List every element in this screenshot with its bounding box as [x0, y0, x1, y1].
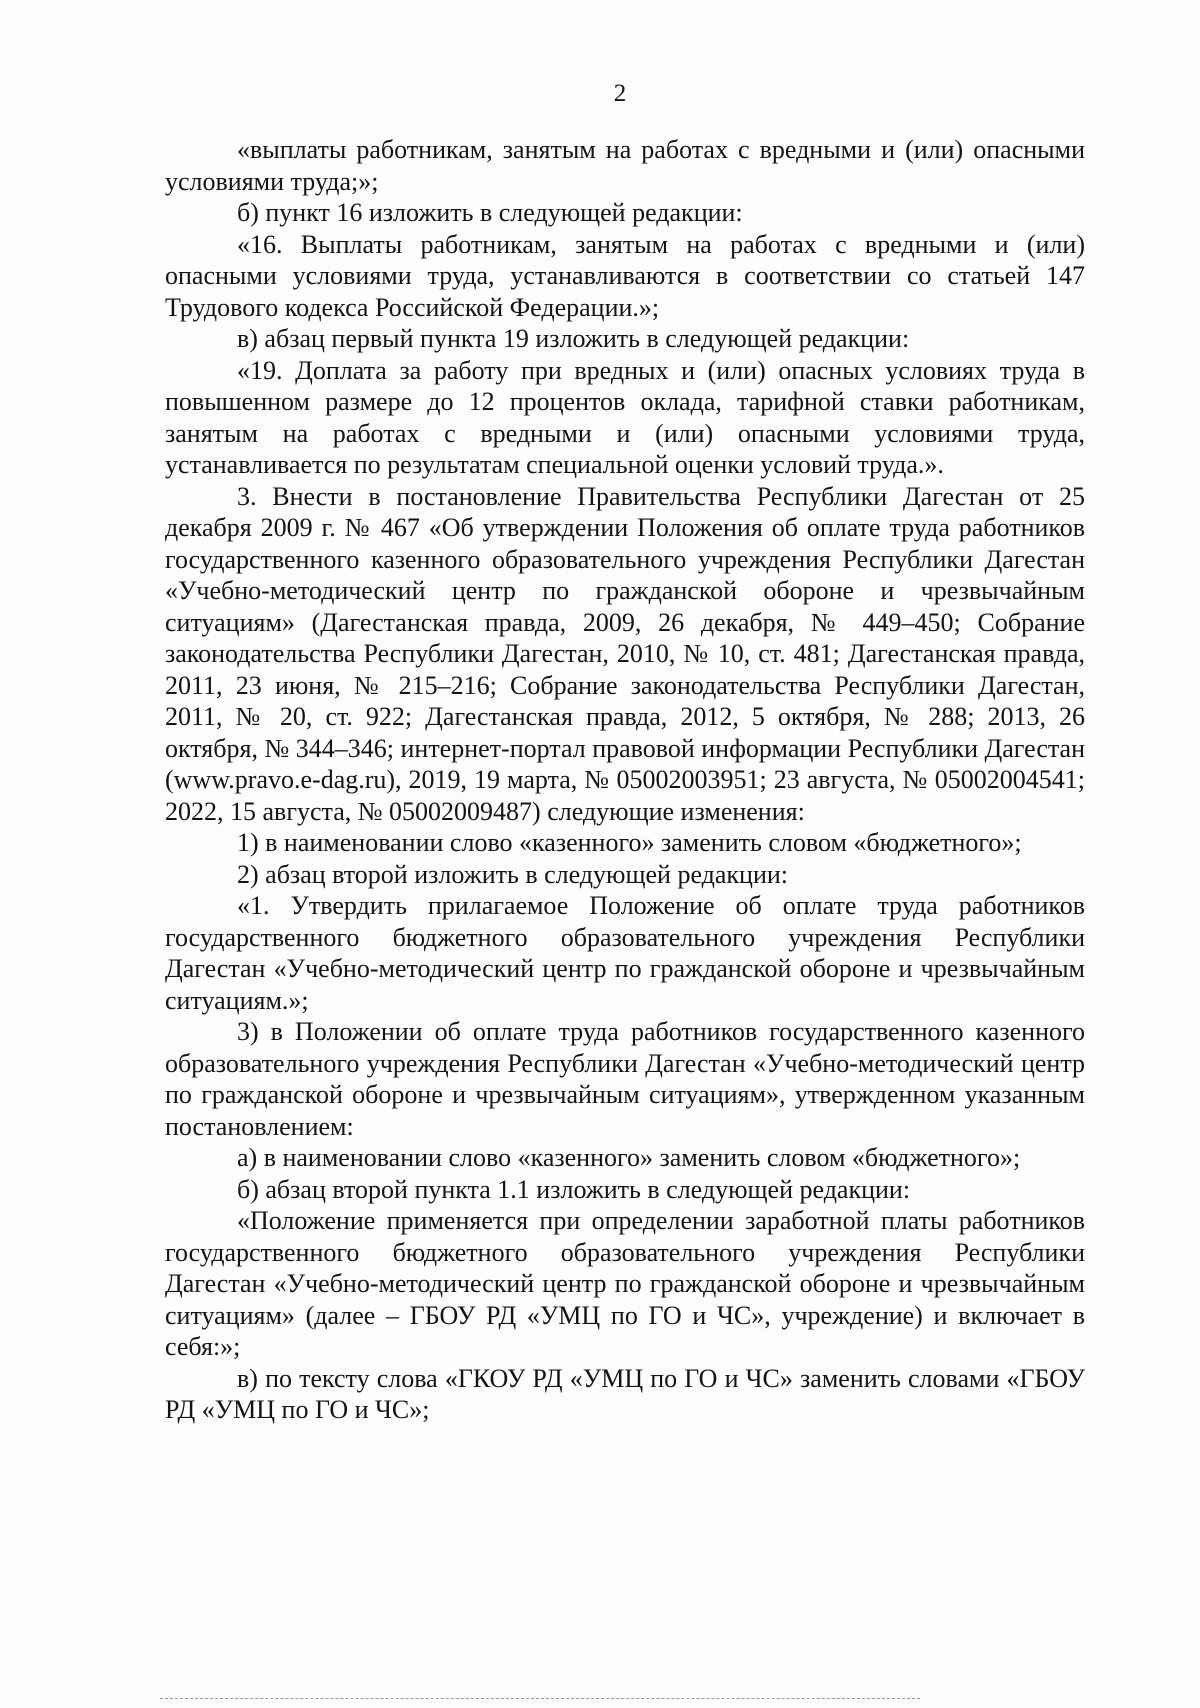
- paragraph-item-v-text: в) по тексту слова «ГКОУ РД «УМЦ по ГО и ЧС» заменить словами «ГБОУ РД «УМЦ по ГО и ЧС»;: [165, 1363, 1085, 1424]
- page-number: 2: [613, 80, 627, 107]
- paragraph-item-1: 1) в наименовании слово «казенного» заменить словом «бюджетного»;: [237, 828, 1022, 857]
- paragraph-item-v-19: в) абзац первый пункта 19 изложить в следующей редакции:: [237, 324, 910, 353]
- paragraph-quote-1: «1. Утвердить прилагаемое Положение об оплате труда работников государственного бюджетного образовательного учреждения Республики Дагестан «Учебно-методический центр по гражданской обороне и чрезвычайным ситуациям.»;: [165, 891, 1085, 1015]
- paragraph-quote-16: «16. Выплаты работникам, занятым на работах с вредными и (или) опасными условиями труда, устанавливаются в соответствии со статьей 147 Трудового кодекса Российской Федерации.»;: [165, 229, 1085, 322]
- paragraph-quote-19: «19. Доплата за работу при вредных и (или) опасных условиях труда в повышенном размере до 12 процентов оклада, тарифной ставки работникам, занятым на работах с вредными и (или) опасными условиями труда, устанавливается по результатам специальной оценки условий труда.».: [165, 355, 1085, 479]
- paragraph-section-3: 3. Внести в постановление Правительства Республики Дагестан от 25 декабря 2009 г. № 467 «Об утверждении Положения об оплате труда работников государственного казенного образовательного учреждения Республики Дагестан «Учебно-методический центр по гражданской обороне и чрезвычайным ситуациям» (Дагестанская правда, 2009, 26 декабря, № 449–450; Собрание законодательства Республики Дагестан, 2010, № 10, ст. 481; Дагестанская правда, 2011, 23 июня, № 215–216; Собрание законодательства Республики Дагестан, 2011, № 20, ст. 922; Дагестанская правда, 2012, 5 октября, № 288; 2013, 26 октября, № 344–346; интернет-портал правовой информации Республики Дагестан (www.pravo.e-dag.ru), 2019, 19 марта, № 05002003951; 23 августа, № 05002004541; 2022, 15 августа, № 05002009487) следующие изменения:: [165, 481, 1085, 826]
- paragraph-item-2: 2) абзац второй изложить в следующей редакции:: [237, 859, 789, 889]
- scan-edge-line: [160, 1698, 920, 1699]
- paragraph-item-a: а) в наименовании слово «казенного» заменить словом «бюджетного»;: [237, 1143, 1021, 1172]
- paragraph-item-3: 3) в Положении об оплате труда работников государственного казенного образовательного учреждения Республики Дагестан «Учебно-методический центр по гражданской обороне и чрезвычайным ситуациям», утвержденном указанным постановлением:: [165, 1017, 1085, 1141]
- document-body: [165, 134, 1085, 1426]
- paragraph-continuation: «выплаты работникам, занятым на работах с вредными и (или) опасными условиями труда;»;: [165, 135, 1085, 196]
- paragraph-item-b-1-1: б) абзац второй пункта 1.1 изложить в следующей редакции:: [237, 1174, 911, 1204]
- paragraph-quote-polozhenie: «Положение применяется при определении заработной платы работников государственного бюджетного образовательного учреждения Республики Дагестан «Учебно-методический центр по гражданской обороне и чрезвычайным ситуациям» (далее – ГБОУ РД «УМЦ по ГО и ЧС», учреждение) и включает в себя:»;: [165, 1206, 1085, 1361]
- paragraph-item-b-16: б) пункт 16 изложить в следующей редакции:: [237, 198, 743, 227]
